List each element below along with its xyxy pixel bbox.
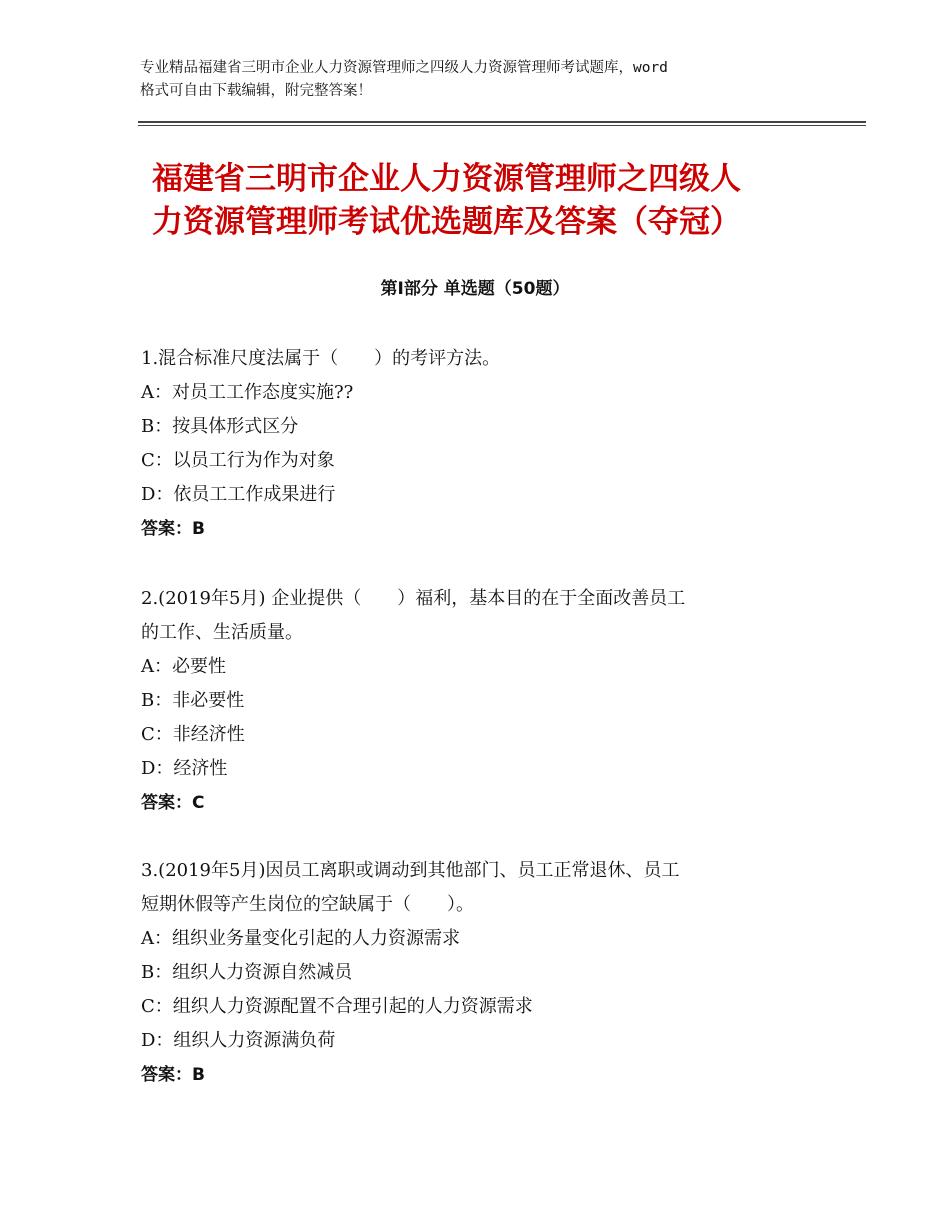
document-title-line-2: 力资源管理师考试优选题库及答案（夺冠） [152,204,741,240]
question-stem-line-1: 2.(2019年5月) 企业提供（ ）福利，基本目的在于全面改善员工 [141,588,686,609]
header-note-line-1: 专业精品福建省三明市企业人力资源管理师之四级人力资源管理师考试题库，word [140,60,668,76]
question-1 [141,342,821,546]
question-stem-line-2: 的工作、生活质量。 [141,622,303,643]
option-a: A：必要性 [141,656,226,677]
option-d: D：经济性 [141,758,228,779]
question-3 [141,854,821,1092]
header-note-line-2: 格式可自由下载编辑，附完整答案！ [140,83,372,99]
document-title [152,158,852,244]
option-a: A：组织业务量变化引起的人力资源需求 [141,928,460,949]
option-a: A：对员工工作态度实施?? [141,382,354,403]
option-b: B：非必要性 [141,690,245,711]
option-b: B：按具体形式区分 [141,416,299,437]
document-title-line-1: 福建省三明市企业人力资源管理师之四级人 [152,161,741,197]
answer-key: 答案：B [141,1065,205,1085]
question-stem-line-1: 3.(2019年5月)因员工离职或调动到其他部门、员工正常退休、员工 [141,860,680,881]
question-2 [141,582,821,820]
answer-key: 答案：B [141,519,205,539]
option-c: C：以员工行为作为对象 [141,450,335,471]
answer-key: 答案：C [141,793,205,813]
header-note [140,57,840,103]
question-stem: 1.混合标准尺度法属于（ ）的考评方法。 [141,348,501,369]
header-divider-thin [138,125,866,126]
option-c: C：非经济性 [141,724,245,745]
option-b: B：组织人力资源自然减员 [141,962,353,983]
option-d: D：组织人力资源满负荷 [141,1030,336,1051]
option-d: D：依员工工作成果进行 [141,484,336,505]
question-stem-line-2: 短期休假等产生岗位的空缺属于（ ）。 [141,894,474,915]
header-divider-thick [138,121,866,123]
section-heading: 第Ⅰ部分 单选题（50题） [380,279,570,299]
option-c: C：组织人力资源配置不合理引起的人力资源需求 [141,996,533,1017]
